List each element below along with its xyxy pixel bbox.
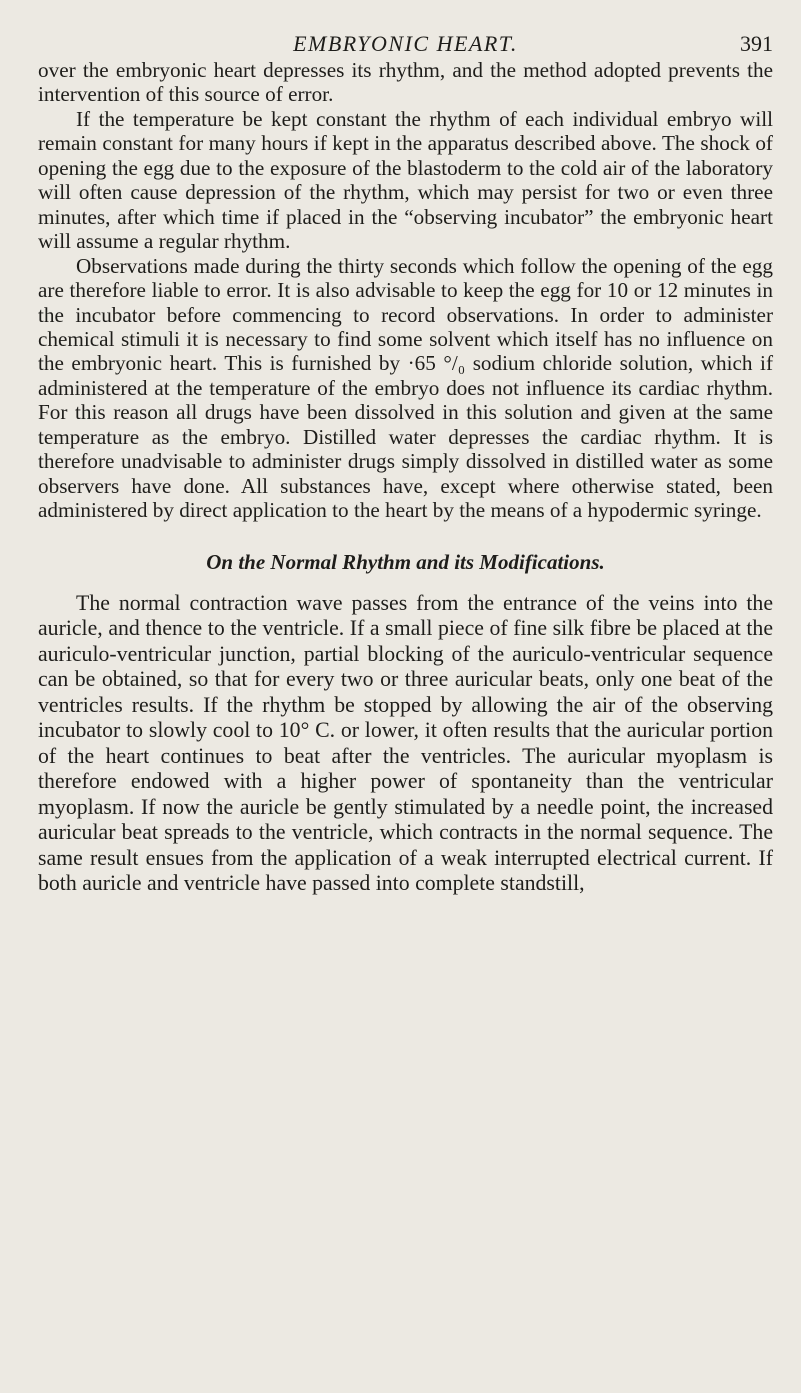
paragraph-temperature: If the temperature be kept constant the rhythm of each individual embryo will remain constant for many hours if kept in the apparatus described above. The shock of opening the egg due to the exposure of the blastoderm to the cold air of the laboratory will often cause depression of the rhythm, which may persist for two or even three minutes, after which time if placed in the “observing incubator” the embryonic heart will assume a regular rhythm. xyxy=(38,106,773,254)
running-title: EMBRYONIC HEART. xyxy=(293,31,518,56)
page-number: 391 xyxy=(740,31,773,56)
paragraph-normal-rhythm: The normal contraction wave passes from the entrance of the veins into the auricle, and thence to the ventricle. If a small piece of fine silk fibre be placed at the auriculo-ventricular junction, partial blocking of the auriculo-ventricular sequence can be obtained, so that for every two or three auricular beats, only one beat of the ventricles results. If the rhythm be stopped by allowing the air of the observing incubator to slowly cool to 10° C. or lower, it often results that the auricular portion of the heart continues to beat after the ventricles. The auricular myoplasm is therefore endowed with a higher power of spontaneity than the ventricular myoplasm. If now the auricle be gently stimulated by a needle point, the increased auricular beat spreads to the ventricle, which contracts in the normal sequence. The same result ensues from the application of a weak interrupted electrical current. If both auricle and ventricle have passed into complete standstill, xyxy=(38,590,773,896)
book-page xyxy=(38,0,773,897)
section-heading: On the Normal Rhythm and its Modifications. xyxy=(206,549,605,574)
paragraph-observations: Observations made during the thirty seconds which follow the opening of the egg are therefore liable to error. It is also advisable to keep the egg for 10 or 12 minutes in the incubator before commencing to record observations. In order to administer chemical stimuli it is necessary to find some solvent which itself has no influence on the embryonic heart. This is furnished by ·65 °/₀ sodium chloride solution, which if administered at the temperature of the embryo does not influence its cardiac rhythm. For this reason all drugs have been dissolved in this solution and given at the same temperature as the embryo. Distilled water depresses the cardiac rhythm. It is therefore unadvisable to administer drugs simply dissolved in distilled water as some observers have done. All substances have, except where otherwise stated, been administered by direct application to the heart by the means of a hypodermic syringe. xyxy=(38,253,773,523)
paragraph-continuation: over the embryonic heart depresses its rhythm, and the method adopted prevents the intervention of this source of error. xyxy=(38,58,773,107)
running-header xyxy=(38,0,773,58)
